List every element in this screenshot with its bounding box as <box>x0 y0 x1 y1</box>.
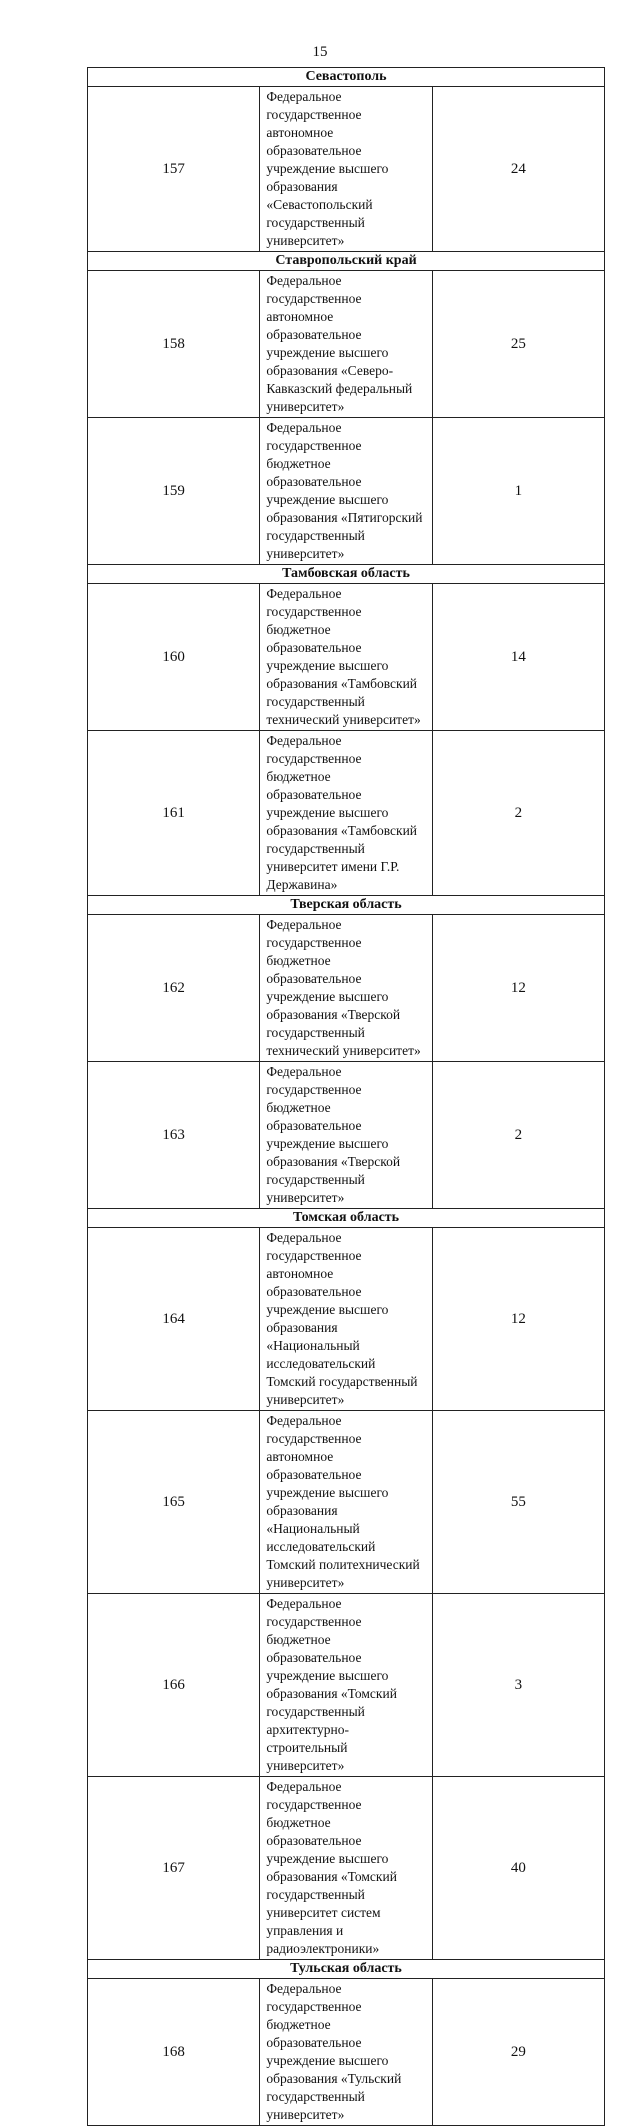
table-row <box>88 418 605 565</box>
institution-name: Федеральное государственное бюджетное образовательное учреждение высшего образования «Тульский государственный университет» <box>260 1979 432 2126</box>
table-body <box>88 68 605 2126</box>
quota-value: 2 <box>432 731 604 896</box>
institution-name: Федеральное государственное бюджетное образовательное учреждение высшего образования «Тамбовский государственный университет имени Г.Р. Державина» <box>260 731 432 896</box>
institution-name: Федеральное государственное автономное образовательное учреждение высшего образования «Национальный исследовательский Томский государственный университет» <box>260 1228 432 1411</box>
institution-name: Федеральное государственное бюджетное образовательное учреждение высшего образования «Тверской государственный технический университет» <box>260 915 432 1062</box>
table-row <box>88 584 605 731</box>
page-number: 15 <box>312 44 328 60</box>
quota-value: 1 <box>432 418 604 565</box>
table-row <box>88 87 605 252</box>
row-number: 165 <box>88 1411 260 1594</box>
institution-name: Федеральное государственное автономное образовательное учреждение высшего образования «Севастопольский государственный университет» <box>260 87 432 252</box>
row-number: 166 <box>88 1594 260 1777</box>
table-row <box>88 731 605 896</box>
quota-value: 2 <box>432 1062 604 1209</box>
institution-name: Федеральное государственное бюджетное образовательное учреждение высшего образования «Тверской государственный университет» <box>260 1062 432 1209</box>
institution-name: Федеральное государственное бюджетное образовательное учреждение высшего образования «Томский государственный архитектурно-строительный университет» <box>260 1594 432 1777</box>
row-number: 160 <box>88 584 260 731</box>
institution-name: Федеральное государственное бюджетное образовательное учреждение высшего образования «Томский государственный университет систем управления и радиоэлектроники» <box>260 1777 432 1960</box>
row-number: 159 <box>88 418 260 565</box>
allocation-table <box>87 67 605 2126</box>
institution-name: Федеральное государственное бюджетное образовательное учреждение высшего образования «Тамбовский государственный технический университет» <box>260 584 432 731</box>
row-number: 157 <box>88 87 260 252</box>
region-header-row <box>88 68 605 87</box>
quota-value: 24 <box>432 87 604 252</box>
table-row <box>88 271 605 418</box>
region-header-row <box>88 1209 605 1228</box>
row-number: 158 <box>88 271 260 418</box>
quota-value: 12 <box>432 1228 604 1411</box>
quota-value: 40 <box>432 1777 604 1960</box>
region-header-row <box>88 252 605 271</box>
table-row <box>88 1228 605 1411</box>
quota-value: 14 <box>432 584 604 731</box>
row-number: 167 <box>88 1777 260 1960</box>
row-number: 168 <box>88 1979 260 2126</box>
region-name: Тульская область <box>88 1960 605 1979</box>
region-name: Тамбовская область <box>88 565 605 584</box>
table-row <box>88 1594 605 1777</box>
region-name: Томская область <box>88 1209 605 1228</box>
row-number: 162 <box>88 915 260 1062</box>
table-row <box>88 915 605 1062</box>
table-row <box>88 1979 605 2126</box>
quota-value: 29 <box>432 1979 604 2126</box>
row-number: 163 <box>88 1062 260 1209</box>
region-name: Тверская область <box>88 896 605 915</box>
institution-name: Федеральное государственное автономное образовательное учреждение высшего образования «Северо-Кавказский федеральный университет» <box>260 271 432 418</box>
table-row <box>88 1411 605 1594</box>
table-row <box>88 1062 605 1209</box>
row-number: 164 <box>88 1228 260 1411</box>
region-name: Ставропольский край <box>88 252 605 271</box>
table-row <box>88 1777 605 1960</box>
region-header-row <box>88 896 605 915</box>
region-header-row <box>88 1960 605 1979</box>
region-name: Севастополь <box>88 68 605 87</box>
row-number: 161 <box>88 731 260 896</box>
quota-value: 3 <box>432 1594 604 1777</box>
institution-name: Федеральное государственное автономное образовательное учреждение высшего образования «Национальный исследовательский Томский политехнический университет» <box>260 1411 432 1594</box>
quota-value: 55 <box>432 1411 604 1594</box>
quota-value: 25 <box>432 271 604 418</box>
institution-name: Федеральное государственное бюджетное образовательное учреждение высшего образования «Пятигорский государственный университет» <box>260 418 432 565</box>
quota-value: 12 <box>432 915 604 1062</box>
region-header-row <box>88 565 605 584</box>
